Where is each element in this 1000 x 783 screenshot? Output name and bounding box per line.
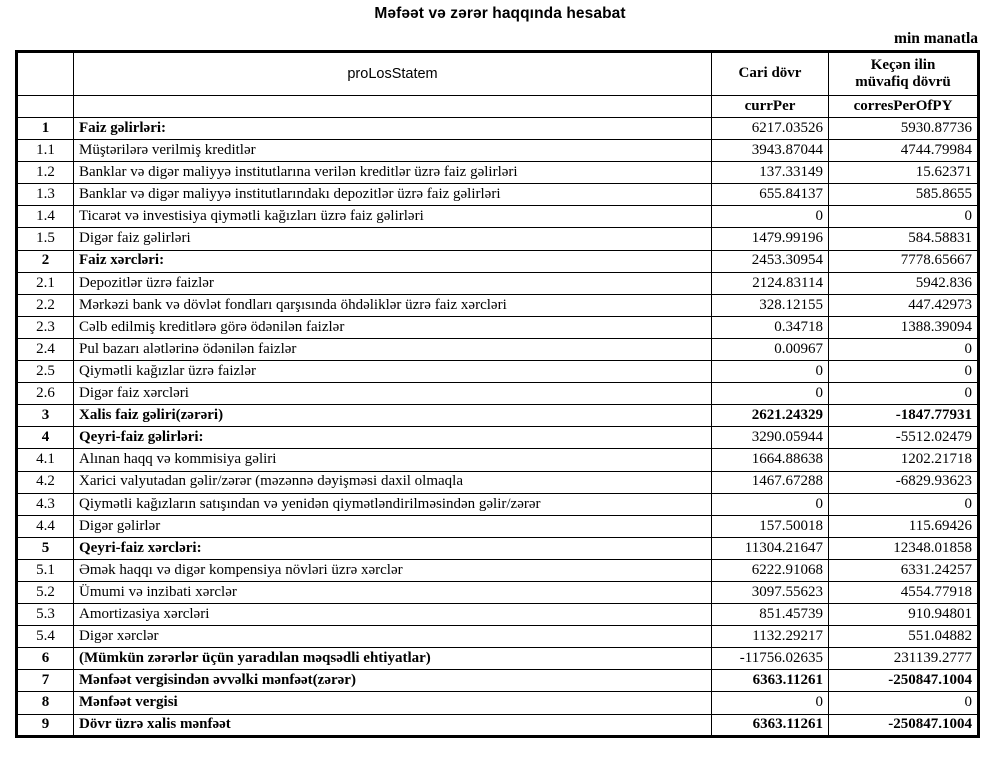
row-number-cell: 3 bbox=[17, 405, 74, 427]
header-number-cell bbox=[17, 52, 74, 96]
current-period-value-cell: 3290.05944 bbox=[712, 427, 829, 449]
current-period-value-cell: 2124.83114 bbox=[712, 272, 829, 294]
row-number-cell: 5.4 bbox=[17, 626, 74, 648]
header-description-cell: proLosStatem bbox=[74, 52, 712, 96]
row-label-cell: Mərkəzi bank və dövlət fondları qarşısında öhdəliklər üzrə faiz xərcləri bbox=[74, 294, 712, 316]
row-label-cell: Faiz xərcləri: bbox=[74, 250, 712, 272]
table-row bbox=[17, 670, 979, 692]
current-period-value-cell: 655.84137 bbox=[712, 184, 829, 206]
row-number-cell: 1.2 bbox=[17, 162, 74, 184]
table-row bbox=[17, 338, 979, 360]
row-number-cell: 2.6 bbox=[17, 383, 74, 405]
current-period-value-cell: 0.00967 bbox=[712, 338, 829, 360]
table-row bbox=[17, 648, 979, 670]
prior-period-value-cell: 584.58831 bbox=[829, 228, 979, 250]
row-number-cell: 5.2 bbox=[17, 581, 74, 603]
row-label-cell: Dövr üzrə xalis mənfəət bbox=[74, 714, 712, 736]
row-number-cell: 8 bbox=[17, 692, 74, 714]
prior-period-value-cell: 447.42973 bbox=[829, 294, 979, 316]
prior-period-value-cell: 0 bbox=[829, 383, 979, 405]
row-number-cell: 4.3 bbox=[17, 493, 74, 515]
prior-period-value-cell: 231139.2777 bbox=[829, 648, 979, 670]
row-number-cell: 2.1 bbox=[17, 272, 74, 294]
row-number-cell: 1.3 bbox=[17, 184, 74, 206]
units-note: min manatla bbox=[894, 30, 978, 47]
table-row bbox=[17, 559, 979, 581]
table-row bbox=[17, 140, 979, 162]
row-label-cell: Alınan haqq və kommisiya gəliri bbox=[74, 449, 712, 471]
row-label-cell: Pul bazarı alətlərinə ödənilən faizlər bbox=[74, 338, 712, 360]
row-label-cell: Qeyri-faiz gəlirləri: bbox=[74, 427, 712, 449]
header-current-period-cell: Cari dövr bbox=[712, 52, 829, 96]
table-row bbox=[17, 361, 979, 383]
table-row bbox=[17, 405, 979, 427]
row-number-cell: 5 bbox=[17, 537, 74, 559]
current-period-value-cell: 0 bbox=[712, 361, 829, 383]
prior-period-value-cell: 5942.836 bbox=[829, 272, 979, 294]
row-label-cell: Ümumi və inzibati xərclər bbox=[74, 581, 712, 603]
prior-period-value-cell: 7778.65667 bbox=[829, 250, 979, 272]
row-number-cell: 5.3 bbox=[17, 604, 74, 626]
table-row bbox=[17, 272, 979, 294]
table-row bbox=[17, 692, 979, 714]
current-period-value-cell: 0 bbox=[712, 206, 829, 228]
row-label-cell: Mənfəət vergisindən əvvəlki mənfəət(zərər) bbox=[74, 670, 712, 692]
row-label-cell: Digər faiz gəlirləri bbox=[74, 228, 712, 250]
current-period-value-cell: 2453.30954 bbox=[712, 250, 829, 272]
current-period-value-cell: 6222.91068 bbox=[712, 559, 829, 581]
table-header bbox=[17, 52, 979, 118]
current-period-value-cell: 3097.55623 bbox=[712, 581, 829, 603]
prior-period-value-cell: -250847.1004 bbox=[829, 670, 979, 692]
current-period-value-cell: 328.12155 bbox=[712, 294, 829, 316]
row-label-cell: Ticarət və investisiya qiymətli kağızları üzrə faiz gəlirləri bbox=[74, 206, 712, 228]
table-row bbox=[17, 714, 979, 736]
header-prior-period-cell: Keçən ilin müvafiq dövrü bbox=[829, 52, 979, 96]
prior-period-value-cell: 4744.79984 bbox=[829, 140, 979, 162]
prior-period-value-cell: -250847.1004 bbox=[829, 714, 979, 736]
current-period-value-cell: 3943.87044 bbox=[712, 140, 829, 162]
prior-period-value-cell: 6331.24257 bbox=[829, 559, 979, 581]
row-number-cell: 2 bbox=[17, 250, 74, 272]
prior-period-value-cell: -6829.93623 bbox=[829, 471, 979, 493]
table-row bbox=[17, 515, 979, 537]
row-label-cell: Müştərilərə verilmiş kreditlər bbox=[74, 140, 712, 162]
row-label-cell: Qiymətli kağızlar üzrə faizlər bbox=[74, 361, 712, 383]
current-period-value-cell: 0 bbox=[712, 493, 829, 515]
current-period-value-cell: 0.34718 bbox=[712, 316, 829, 338]
row-label-cell: Xalis faiz gəliri(zərəri) bbox=[74, 405, 712, 427]
prior-period-value-cell: 1202.21718 bbox=[829, 449, 979, 471]
row-number-cell: 4.1 bbox=[17, 449, 74, 471]
row-number-cell: 1.1 bbox=[17, 140, 74, 162]
prior-period-value-cell: 1388.39094 bbox=[829, 316, 979, 338]
current-period-value-cell: 6363.11261 bbox=[712, 670, 829, 692]
prior-period-value-cell: 910.94801 bbox=[829, 604, 979, 626]
prior-period-value-cell: 585.8655 bbox=[829, 184, 979, 206]
row-label-cell: (Mümkün zərərlər üçün yaradılan məqsədli ehtiyatlar) bbox=[74, 648, 712, 670]
row-number-cell: 1 bbox=[17, 118, 74, 140]
row-number-cell: 7 bbox=[17, 670, 74, 692]
row-label-cell: Faiz gəlirləri: bbox=[74, 118, 712, 140]
table-row bbox=[17, 184, 979, 206]
prior-period-value-cell: 0 bbox=[829, 361, 979, 383]
row-label-cell: Qiymətli kağızların satışından və yenidən qiymətləndirilməsindən gəlir/zərər bbox=[74, 493, 712, 515]
prior-period-value-cell: 4554.77918 bbox=[829, 581, 979, 603]
table-row bbox=[17, 604, 979, 626]
table-row bbox=[17, 228, 979, 250]
prior-period-value-cell: -5512.02479 bbox=[829, 427, 979, 449]
row-label-cell: Amortizasiya xərcləri bbox=[74, 604, 712, 626]
table-row bbox=[17, 383, 979, 405]
row-number-cell: 2.4 bbox=[17, 338, 74, 360]
row-label-cell: Digər gəlirlər bbox=[74, 515, 712, 537]
table-row bbox=[17, 626, 979, 648]
table-row bbox=[17, 449, 979, 471]
row-number-cell: 2.5 bbox=[17, 361, 74, 383]
row-label-cell: Banklar və digər maliyyə institutlarına verilən kreditlər üzrə faiz gəlirləri bbox=[74, 162, 712, 184]
row-number-cell: 1.4 bbox=[17, 206, 74, 228]
current-period-value-cell: 1132.29217 bbox=[712, 626, 829, 648]
prior-period-value-cell: 551.04882 bbox=[829, 626, 979, 648]
table-row bbox=[17, 118, 979, 140]
table-row bbox=[17, 427, 979, 449]
subheader-number-cell bbox=[17, 96, 74, 118]
current-period-value-cell: 0 bbox=[712, 383, 829, 405]
current-period-value-cell: 6363.11261 bbox=[712, 714, 829, 736]
current-period-value-cell: 0 bbox=[712, 692, 829, 714]
header-row-main bbox=[17, 52, 979, 96]
subheader-prior-code-cell: corresPerOfPY bbox=[829, 96, 979, 118]
subheader-description-cell bbox=[74, 96, 712, 118]
row-label-cell: Digər faiz xərcləri bbox=[74, 383, 712, 405]
row-label-cell: Digər xərclər bbox=[74, 626, 712, 648]
table-row bbox=[17, 493, 979, 515]
row-number-cell: 6 bbox=[17, 648, 74, 670]
row-label-cell: Əmək haqqı və digər kompensiya növləri üzrə xərclər bbox=[74, 559, 712, 581]
current-period-value-cell: 2621.24329 bbox=[712, 405, 829, 427]
row-number-cell: 2.3 bbox=[17, 316, 74, 338]
current-period-value-cell: 6217.03526 bbox=[712, 118, 829, 140]
row-number-cell: 1.5 bbox=[17, 228, 74, 250]
table-row bbox=[17, 581, 979, 603]
table-row bbox=[17, 316, 979, 338]
current-period-value-cell: 157.50018 bbox=[712, 515, 829, 537]
table-row bbox=[17, 537, 979, 559]
page-title: Məfəət və zərər haqqında hesabat bbox=[374, 5, 626, 22]
prior-period-value-cell: 0 bbox=[829, 493, 979, 515]
row-label-cell: Cəlb edilmiş kreditlərə görə ödənilən faizlər bbox=[74, 316, 712, 338]
current-period-value-cell: 1467.67288 bbox=[712, 471, 829, 493]
table-row bbox=[17, 250, 979, 272]
header-row-sub bbox=[17, 96, 979, 118]
table-row bbox=[17, 162, 979, 184]
pl-table-body bbox=[17, 118, 979, 737]
prior-period-value-cell: 0 bbox=[829, 206, 979, 228]
prior-period-value-cell: 0 bbox=[829, 692, 979, 714]
current-period-value-cell: 851.45739 bbox=[712, 604, 829, 626]
row-number-cell: 4 bbox=[17, 427, 74, 449]
table-row bbox=[17, 206, 979, 228]
row-number-cell: 9 bbox=[17, 714, 74, 736]
current-period-value-cell: 1479.99196 bbox=[712, 228, 829, 250]
subheader-current-code-cell: currPer bbox=[712, 96, 829, 118]
row-label-cell: Depozitlər üzrə faizlər bbox=[74, 272, 712, 294]
prior-period-value-cell: 0 bbox=[829, 338, 979, 360]
row-label-cell: Mənfəət vergisi bbox=[74, 692, 712, 714]
profit-loss-table bbox=[15, 50, 980, 738]
row-label-cell: Qeyri-faiz xərcləri: bbox=[74, 537, 712, 559]
prior-period-value-cell: -1847.77931 bbox=[829, 405, 979, 427]
row-number-cell: 4.4 bbox=[17, 515, 74, 537]
row-number-cell: 5.1 bbox=[17, 559, 74, 581]
current-period-value-cell: 137.33149 bbox=[712, 162, 829, 184]
prior-period-value-cell: 115.69426 bbox=[829, 515, 979, 537]
row-number-cell: 2.2 bbox=[17, 294, 74, 316]
row-number-cell: 4.2 bbox=[17, 471, 74, 493]
row-label-cell: Xarici valyutadan gəlir/zərər (məzənnə dəyişməsi daxil olmaqla bbox=[74, 471, 712, 493]
table-row bbox=[17, 294, 979, 316]
prior-period-value-cell: 5930.87736 bbox=[829, 118, 979, 140]
prior-period-value-cell: 15.62371 bbox=[829, 162, 979, 184]
prior-period-value-cell: 12348.01858 bbox=[829, 537, 979, 559]
current-period-value-cell: 1664.88638 bbox=[712, 449, 829, 471]
current-period-value-cell: -11756.02635 bbox=[712, 648, 829, 670]
table-row bbox=[17, 471, 979, 493]
row-label-cell: Banklar və digər maliyyə institutlarındakı depozitlər üzrə faiz gəlirləri bbox=[74, 184, 712, 206]
current-period-value-cell: 11304.21647 bbox=[712, 537, 829, 559]
